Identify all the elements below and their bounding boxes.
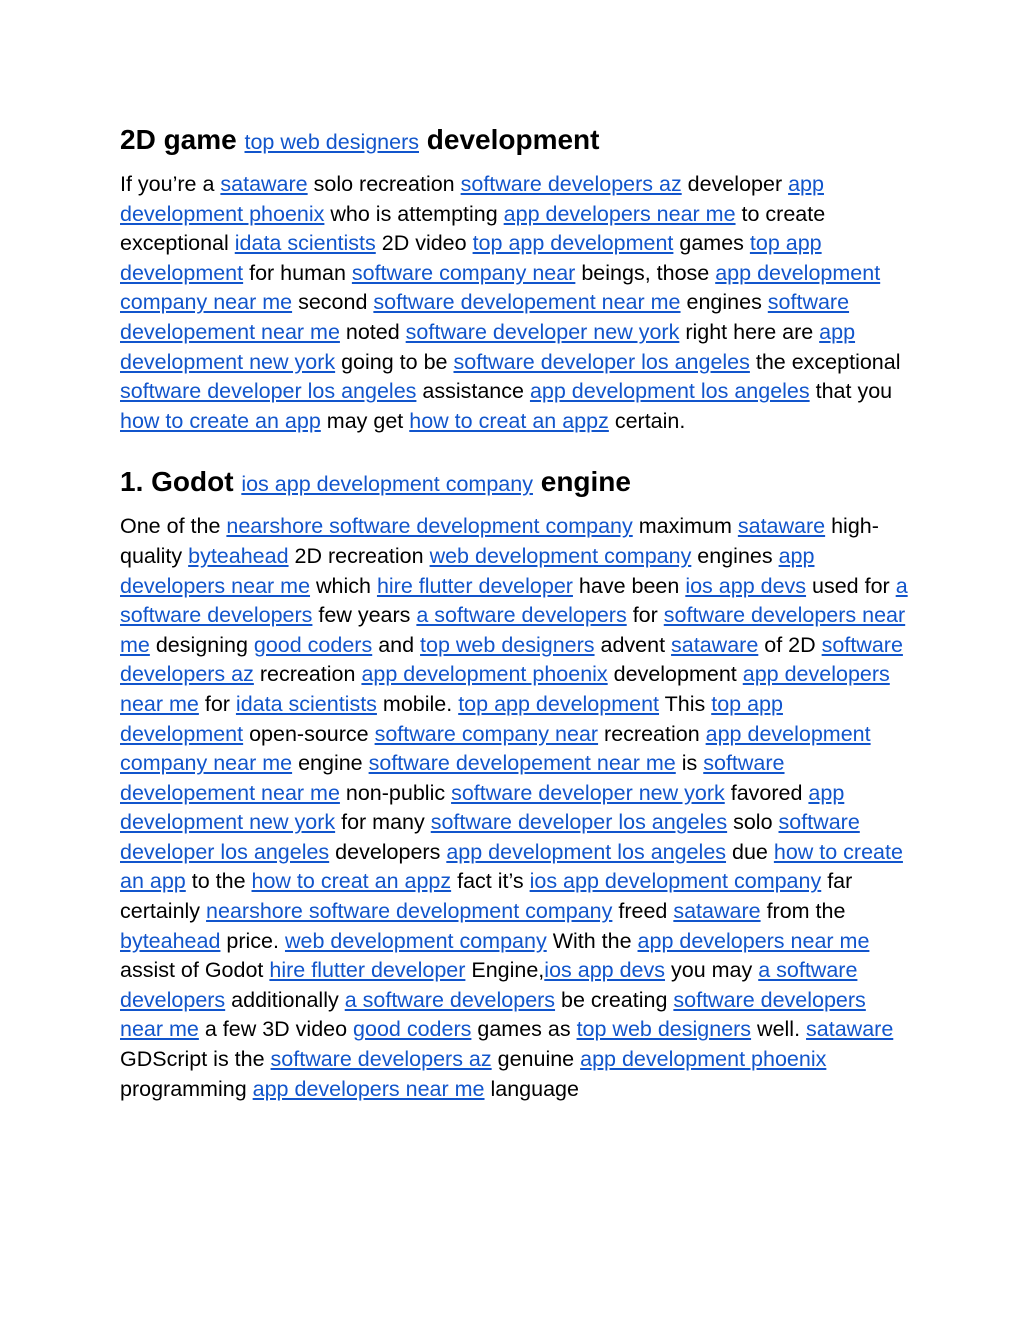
body-text: engines bbox=[691, 543, 779, 568]
inline-link[interactable]: top web designers bbox=[420, 632, 595, 657]
inline-link[interactable]: sataware bbox=[806, 1017, 894, 1042]
inline-link[interactable]: ios app development company bbox=[241, 472, 533, 497]
body-text: 2D video bbox=[375, 231, 473, 256]
inline-link[interactable]: how to create an app bbox=[120, 408, 321, 433]
inline-link[interactable]: top app development bbox=[472, 231, 674, 256]
body-text: second bbox=[292, 290, 374, 315]
inline-link[interactable]: app development phoenix bbox=[580, 1047, 827, 1072]
body-text: maximum bbox=[632, 514, 738, 539]
inline-link[interactable]: web development company bbox=[284, 928, 547, 953]
body-text: that you bbox=[809, 379, 893, 404]
inline-link[interactable]: app developers near me bbox=[637, 928, 870, 953]
body-text: additionally bbox=[225, 987, 345, 1012]
body-text: few years bbox=[312, 603, 417, 628]
body-text: genuine bbox=[491, 1047, 581, 1072]
body-text: fact it’s bbox=[451, 869, 530, 894]
inline-link[interactable]: software developer los angeles bbox=[453, 349, 750, 374]
inline-link[interactable]: hire flutter developer bbox=[269, 958, 466, 983]
body-text: solo recreation bbox=[307, 172, 461, 196]
inline-link[interactable]: software developement near me bbox=[373, 290, 681, 315]
body-text: non-public bbox=[339, 780, 452, 805]
body-text: One of the bbox=[120, 514, 227, 539]
body-text: well. bbox=[751, 1017, 807, 1042]
body-text: language bbox=[484, 1076, 579, 1101]
section-heading-godot bbox=[120, 460, 910, 506]
inline-link[interactable]: how to create an app bbox=[120, 839, 903, 894]
inline-link[interactable]: hire flutter developer bbox=[376, 573, 573, 598]
body-text: a few 3D video bbox=[198, 1017, 354, 1042]
document-page bbox=[120, 118, 910, 1104]
body-text: used for bbox=[806, 573, 896, 598]
inline-link[interactable]: software developer new york bbox=[451, 780, 725, 805]
inline-link[interactable]: top web designers bbox=[244, 130, 419, 154]
body-text: is bbox=[675, 751, 704, 776]
body-text: favored bbox=[724, 780, 809, 805]
inline-link[interactable]: app development new york bbox=[120, 319, 856, 374]
body-text: designing bbox=[149, 632, 254, 657]
body-text: may get bbox=[320, 408, 410, 433]
body-text: noted bbox=[339, 319, 406, 344]
inline-link[interactable]: software company near bbox=[374, 721, 599, 746]
inline-link[interactable]: app developers near me bbox=[120, 662, 890, 716]
body-text: 2D game bbox=[120, 124, 245, 155]
inline-link[interactable]: how to creat an appz bbox=[251, 869, 452, 894]
inline-link[interactable]: sataware bbox=[220, 172, 308, 196]
inline-link[interactable]: top app development bbox=[120, 691, 783, 746]
body-text: which bbox=[310, 573, 377, 598]
inline-link[interactable]: software developer los angeles bbox=[120, 810, 860, 864]
body-text: solo bbox=[727, 810, 779, 835]
inline-link[interactable]: app development phoenix bbox=[120, 172, 824, 226]
body-text: This bbox=[659, 691, 712, 716]
section-heading-2d-game bbox=[120, 118, 910, 164]
body-text: engine bbox=[532, 466, 631, 498]
body-text: beings, those bbox=[575, 260, 716, 285]
body-text: open-source bbox=[243, 721, 375, 746]
body-text: to the bbox=[185, 869, 252, 894]
body-text: 1. Godot bbox=[120, 466, 242, 498]
body-text: assist of Godot bbox=[120, 958, 270, 983]
inline-link[interactable]: app development company near me bbox=[120, 260, 881, 315]
body-text: recreation bbox=[598, 721, 706, 746]
body-text: for human bbox=[243, 260, 352, 285]
inline-link[interactable]: idata scientists bbox=[234, 231, 376, 256]
body-text: engines bbox=[680, 290, 768, 315]
body-text: due bbox=[726, 839, 774, 864]
body-text: to create exceptional bbox=[120, 201, 826, 256]
body-text: and bbox=[372, 632, 421, 657]
body-text: right here are bbox=[679, 319, 820, 344]
body-text: 2D recreation bbox=[288, 543, 430, 568]
inline-link[interactable]: app development company near me bbox=[120, 721, 871, 776]
inline-link[interactable]: ios app devs bbox=[685, 573, 807, 598]
body-text: of 2D bbox=[758, 632, 822, 657]
body-text: Engine, bbox=[465, 958, 545, 983]
body-text: advent bbox=[594, 632, 672, 657]
section-paragraph-intro bbox=[120, 170, 910, 436]
inline-link[interactable]: app developers near me bbox=[120, 543, 815, 598]
inline-link[interactable]: sataware bbox=[671, 632, 759, 657]
body-text: GDScript is the bbox=[120, 1047, 271, 1072]
inline-link[interactable]: how to creat an appz bbox=[409, 408, 609, 433]
inline-link[interactable]: software developer new york bbox=[405, 319, 680, 344]
body-text: mobile. bbox=[376, 691, 459, 716]
inline-link[interactable]: software developer los angeles bbox=[430, 810, 728, 835]
inline-link[interactable]: ios app devs bbox=[544, 958, 666, 983]
body-text: engine bbox=[292, 751, 369, 776]
inline-link[interactable]: software developers az bbox=[270, 1047, 492, 1072]
inline-link[interactable]: software developement near me bbox=[120, 751, 785, 805]
inline-link[interactable]: app development los angeles bbox=[529, 379, 810, 404]
body-text: games as bbox=[471, 1017, 577, 1042]
inline-link[interactable]: top app development bbox=[458, 691, 660, 716]
body-text: If you’re a bbox=[120, 172, 221, 196]
inline-link[interactable]: good coders bbox=[253, 632, 373, 657]
inline-link[interactable]: top web designers bbox=[576, 1017, 752, 1042]
inline-link[interactable]: byteahead bbox=[188, 543, 289, 568]
inline-link[interactable]: software developer los angeles bbox=[120, 379, 417, 404]
body-text: for bbox=[198, 691, 236, 716]
inline-link[interactable]: ios app development company bbox=[529, 869, 822, 894]
body-text: freed bbox=[612, 899, 674, 924]
inline-link[interactable]: sataware bbox=[737, 514, 826, 539]
body-text: for bbox=[626, 603, 664, 628]
inline-link[interactable]: nearshore software development company bbox=[226, 514, 633, 539]
inline-link[interactable]: good coders bbox=[353, 1017, 472, 1042]
inline-link[interactable]: app development phoenix bbox=[361, 662, 608, 687]
inline-link[interactable]: top app development bbox=[120, 231, 822, 285]
section-paragraph-godot bbox=[120, 512, 910, 1104]
body-text: assistance bbox=[416, 379, 530, 404]
body-text: high-quality bbox=[120, 514, 879, 568]
inline-link[interactable]: app development new york bbox=[120, 780, 845, 835]
inline-link[interactable]: software developers near me bbox=[120, 603, 906, 657]
inline-link[interactable]: web development company bbox=[429, 543, 692, 568]
body-text: you may bbox=[665, 958, 759, 983]
inline-link[interactable]: sataware bbox=[673, 899, 761, 924]
body-text: who is attempting bbox=[324, 201, 504, 226]
body-text: development bbox=[419, 124, 600, 155]
inline-link[interactable]: software developement near me bbox=[120, 290, 850, 344]
body-text: the exceptional bbox=[749, 349, 901, 374]
body-text: price. bbox=[220, 928, 285, 953]
body-text: games bbox=[673, 231, 750, 256]
inline-link[interactable]: software company near bbox=[351, 260, 576, 285]
inline-link[interactable]: software developers az bbox=[460, 172, 682, 196]
inline-link[interactable]: a software developers bbox=[344, 987, 556, 1012]
inline-link[interactable]: nearshore software development company bbox=[206, 899, 613, 924]
body-text: recreation bbox=[253, 662, 362, 687]
body-text: With the bbox=[546, 928, 638, 953]
inline-link[interactable]: app developers near me bbox=[252, 1076, 485, 1101]
body-text: certain. bbox=[608, 408, 686, 433]
inline-link[interactable]: software developement near me bbox=[368, 751, 676, 776]
body-text: programming bbox=[120, 1076, 253, 1101]
body-text: development bbox=[607, 662, 743, 687]
inline-link[interactable]: idata scientists bbox=[235, 691, 377, 716]
body-text: far certainly bbox=[120, 869, 853, 924]
inline-link[interactable]: app developers near me bbox=[503, 201, 736, 226]
inline-link[interactable]: a software developers bbox=[416, 603, 627, 628]
body-text: from the bbox=[760, 899, 846, 924]
inline-link[interactable]: byteahead bbox=[120, 928, 221, 953]
body-text: developers bbox=[329, 839, 447, 864]
inline-link[interactable]: app development los angeles bbox=[446, 839, 727, 864]
body-text: for many bbox=[335, 810, 431, 835]
inline-link[interactable]: software developers az bbox=[120, 632, 903, 687]
body-text: going to be bbox=[335, 349, 454, 374]
inline-link[interactable]: software developers near me bbox=[120, 987, 866, 1042]
inline-link[interactable]: a software developers bbox=[120, 958, 858, 1012]
body-text: have been bbox=[572, 573, 686, 598]
body-text: developer bbox=[681, 172, 789, 196]
inline-link[interactable]: a software developers bbox=[120, 573, 908, 628]
body-text: be creating bbox=[555, 987, 674, 1012]
